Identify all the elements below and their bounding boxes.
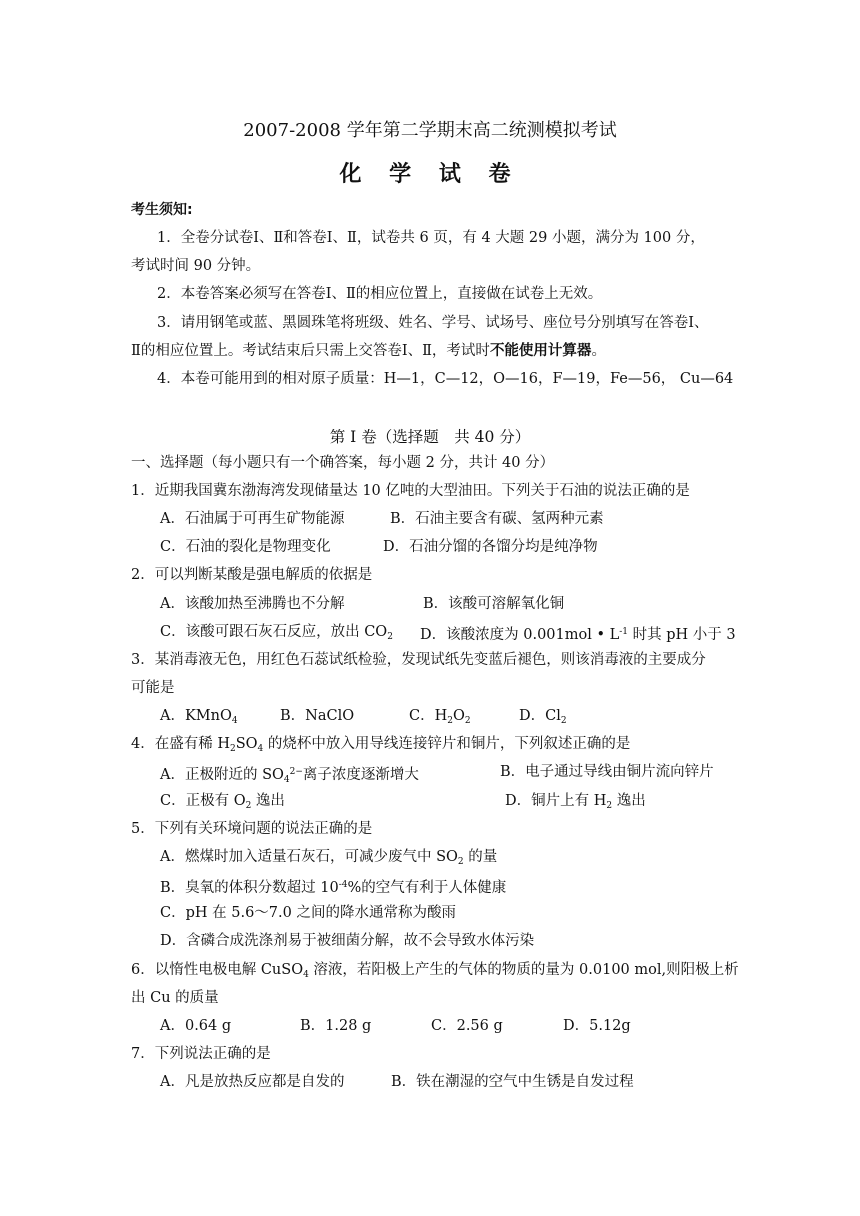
question-2-option-a: A．该酸加热至沸腾也不分解 xyxy=(160,596,345,612)
question-1-option-d: D．石油分馏的各馏分均是纯净物 xyxy=(383,539,598,555)
question-6-option-a: A．0.64 g xyxy=(160,1018,232,1034)
notice-heading: 考生须知: xyxy=(131,202,193,218)
question-5-option-b: B．臭氧的体积分数超过 $10^{-4}\%$的空气有利于人体健康 xyxy=(160,880,507,896)
section-1-instruction: 一、选择题（每小题只有一个确答案，每小题 2 分，共计 40 分） xyxy=(131,455,555,471)
question-4-option-a: A．正极附近的 $SO_4^{2-}$离子浓度逐渐增大 xyxy=(160,767,419,785)
question-6-option-b: B．1.28 g xyxy=(300,1018,372,1034)
question-1-option-a: A．石油属于可再生矿物能源 xyxy=(160,511,345,527)
question-4-stem: 4．在盛有稀 $H_2SO_4$ 的烧杯中放入用导线连接锌片和铜片，下列叙述正确的是 xyxy=(131,736,631,754)
question-2-option-d: D．该酸浓度为 0.001mol • $L^{-1}$ 时其 pH 小于 3 xyxy=(420,627,736,643)
question-1-stem: 1．近期我国冀东渤海湾发现储量达 10 亿吨的大型油田。下列关于石油的说法正确的是 xyxy=(131,483,690,499)
question-4-option-b: B．电子通过导线由铜片流向锌片 xyxy=(500,764,714,780)
notice-item-1-line-1: 1．全卷分试卷Ⅰ、Ⅱ和答卷Ⅰ、Ⅱ，试卷共 6 页，有 4 大题 29 小题，满分为 100 分， xyxy=(157,230,705,246)
question-6-option-d: D．5.12g xyxy=(563,1018,631,1034)
question-7-stem: 7．下列说法正确的是 xyxy=(131,1046,271,1062)
question-6-option-c: C．2.56 g xyxy=(431,1018,503,1034)
notice-item-2: 2．本卷答案必须写在答卷Ⅰ、Ⅱ的相应位置上，直接做在试卷上无效。 xyxy=(157,286,603,302)
question-3-stem-line-1: 3．某消毒液无色，用红色石蕊试纸检验，发现试纸先变蓝后褪色，则该消毒液的主要成分 xyxy=(131,652,706,668)
question-7-option-a: A．凡是放热反应都是自发的 xyxy=(160,1074,345,1090)
notice-item-3-line-1: 3．请用钢笔或蓝、黑圆珠笔将班级、姓名、学号、试场号、座位号分别填写在答卷Ⅰ、 xyxy=(157,315,709,331)
question-7-option-b: B．铁在潮湿的空气中生锈是自发过程 xyxy=(391,1074,634,1090)
question-5-option-a: A．燃煤时加入适量石灰石，可减少废气中 $SO_2$ 的量 xyxy=(160,849,498,867)
question-2-stem: 2．可以判断某酸是强电解质的依据是 xyxy=(131,567,373,583)
question-1-option-c: C．石油的裂化是物理变化 xyxy=(160,539,331,555)
question-6-stem-line-1: 6．以惰性电极电解 CuSO$_4$ 溶液，若阳极上产生的气体的物质的量为 0.0100 mol,则阳极上析 xyxy=(131,962,739,980)
question-3-option-d: D．$Cl_2$ xyxy=(519,708,567,726)
section-1-title: 第 I 卷（选择题 共 40 分） xyxy=(329,428,531,446)
no-calculator-warning: 不能使用计算器 xyxy=(489,343,592,359)
question-3-stem-line-2: 可能是 xyxy=(131,680,175,696)
question-3-option-a: A．KMnO$_4$ xyxy=(160,708,238,726)
question-3-option-b: B．NaClO xyxy=(280,708,355,724)
question-5-stem: 5．下列有关环境问题的说法正确的是 xyxy=(131,821,373,837)
question-3-option-c: C．$H_2O_2$ xyxy=(409,708,471,726)
question-6-stem-line-2: 出 Cu 的质量 xyxy=(131,990,219,1006)
notice-item-3-line-2: Ⅱ的相应位置上。考试结束后只需上交答卷Ⅰ、Ⅱ，考试时不能使用计算器。 xyxy=(131,343,606,359)
question-2-option-c: C．该酸可跟石灰石反应，放出 $CO_2$ xyxy=(160,624,393,642)
question-2-option-b: B．该酸可溶解氧化铜 xyxy=(423,596,565,612)
question-5-option-c: C．pH 在 5.6～7.0 之间的降水通常称为酸雨 xyxy=(160,905,456,921)
question-1-option-b: B．石油主要含有碳、氢两种元素 xyxy=(390,511,604,527)
exam-title: 2007-2008 学年第二学期末高二统测模拟考试 xyxy=(243,120,617,141)
question-4-option-c: C．正极有 $O_2$ 逸出 xyxy=(160,793,285,811)
question-5-option-d: D．含磷合成洗涤剂易于被细菌分解，故不会导致水体污染 xyxy=(160,933,535,949)
question-4-option-d: D．铜片上有 $H_2$ 逸出 xyxy=(505,793,646,811)
notice-item-4: 4．本卷可能用到的相对原子质量：H—1，C—12，O—16，F—19，Fe—56， Cu—64 xyxy=(157,371,734,387)
notice-item-1-line-2: 考试时间 90 分钟。 xyxy=(131,258,261,274)
subject-title: 化 学 试 卷 xyxy=(339,162,521,187)
